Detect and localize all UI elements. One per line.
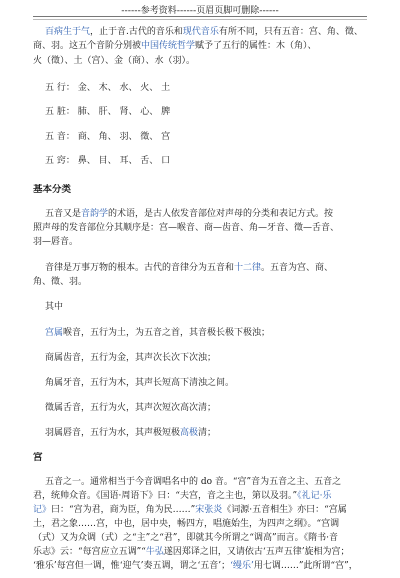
paragraph-line: 角、徵、羽。 (33, 277, 88, 287)
link-manyue[interactable]: ‘缦乐’ (230, 561, 254, 571)
list-item: 徵属舌音，五行为火，其声次短次高次清； (45, 403, 217, 413)
list-item: 羽属唇音，五行为水，其声极短极高极清； (45, 428, 217, 438)
link-liji-cont[interactable]: 记》 (33, 505, 52, 515)
table-row: 五 行： 金、 木、 水、 火、 土 (45, 83, 171, 93)
link-twelve-lu[interactable]: 十二律 (234, 263, 262, 273)
intro-line: 火（徵）、土（宫）、金（商）、水（羽）。 (33, 56, 196, 66)
paragraph-line: 音律是万事万物的根本。古代的音律分为五音和十二律。五音为宫、商、 (45, 263, 334, 273)
link-chinese-philosophy[interactable]: 中国传统哲学 (141, 41, 196, 51)
paragraph-line: 其中 (45, 302, 64, 312)
paragraph-line: 乐志》云：“每宫应立五调”“牛弘遂因郑译之旧，又请依古‘五声五律’旋相为宫； (33, 547, 350, 557)
link-zhangyan[interactable]: 宋张炎 (195, 505, 223, 515)
link-liji[interactable]: 《礼记·乐 (297, 491, 332, 501)
list-item: 商属齿音，五行为金，其声次长次下次浊； (45, 353, 217, 363)
paragraph-line: 五音之一。通常相当于今音调唱名中的 do 音。“宫”音为五音之主、五音之 (45, 477, 342, 487)
table-row: 五 窍： 鼻、 目、 耳、 舌、 口 (45, 156, 171, 166)
section-heading: 宫 (33, 452, 43, 463)
page-header: ------参考资料------页眉页脚可删除------ (121, 6, 279, 16)
table-row: 五 音： 商、 角、 羽、 徵、 宫 (45, 132, 171, 142)
paragraph-line: 五音又是音韵学的术语，是古人依发音部位对声母的分类和表记方式。按 (45, 209, 334, 219)
header-rule-secondary (33, 19, 367, 20)
intro-line: 商、羽。这五个音阶分别被中国传统哲学赋予了五行的属性：木（角）、 (33, 41, 317, 51)
link-niuhong[interactable]: 牛弘 (145, 547, 164, 557)
link-gaoji[interactable]: 高极 (180, 428, 199, 438)
paragraph-line: （式）又为众调（式）之“主”之“君”，即就其今所谓之“调高”而言。《隋书·音 (33, 533, 338, 543)
table-row: 五 脏： 肺、 肝、 肾、 心、 脾 (45, 107, 171, 117)
link-phonology[interactable]: 音韵学 (81, 209, 109, 219)
link-gongshu[interactable]: 宫属 (45, 328, 64, 338)
paragraph-line: 羽—唇音。 (33, 237, 79, 247)
paragraph-line: 君，统帅众音。《国语·周语下》曰：“夫宫，音之主也，第以及羽。”《礼记·乐 (33, 491, 332, 501)
intro-line: 百病生于气，止于音.古代的音乐和现代音乐有所不同，只有五音：宫、角、徵、 (45, 27, 363, 37)
paragraph-line: 土，君之象……宫，中也，居中央，畅四方，唱施始生，为四声之纲》。“宫调 (33, 519, 340, 529)
link-baibing[interactable]: 百病生于气 (45, 27, 91, 37)
paragraph-line: 照声母的发音部位分其顺序是：宫—喉音、商—齿音、角—牙音、徵—舌音、 (33, 223, 340, 233)
link-modern-music[interactable]: 现代音乐 (182, 27, 219, 37)
paragraph-line: 记》曰：“宫为君，商为臣，角为民……”宋张炎《词源·五音相生》亦曰：“宫属 (33, 505, 347, 515)
section-heading: 基本分类 (33, 184, 72, 195)
header-rule (33, 16, 367, 17)
paragraph-line: ‘雅乐’每宫但一调，惟‘迎气’奏五调，谓之‘五音’；‘缦乐’用七调……”此所谓“宫”， (33, 561, 358, 571)
list-item: 宫属喉音，五行为土，为五音之首，其音极长极下极浊； (45, 328, 271, 338)
list-item: 角属牙音，五行为木，其声长短高下清浊之间。 (45, 378, 235, 388)
